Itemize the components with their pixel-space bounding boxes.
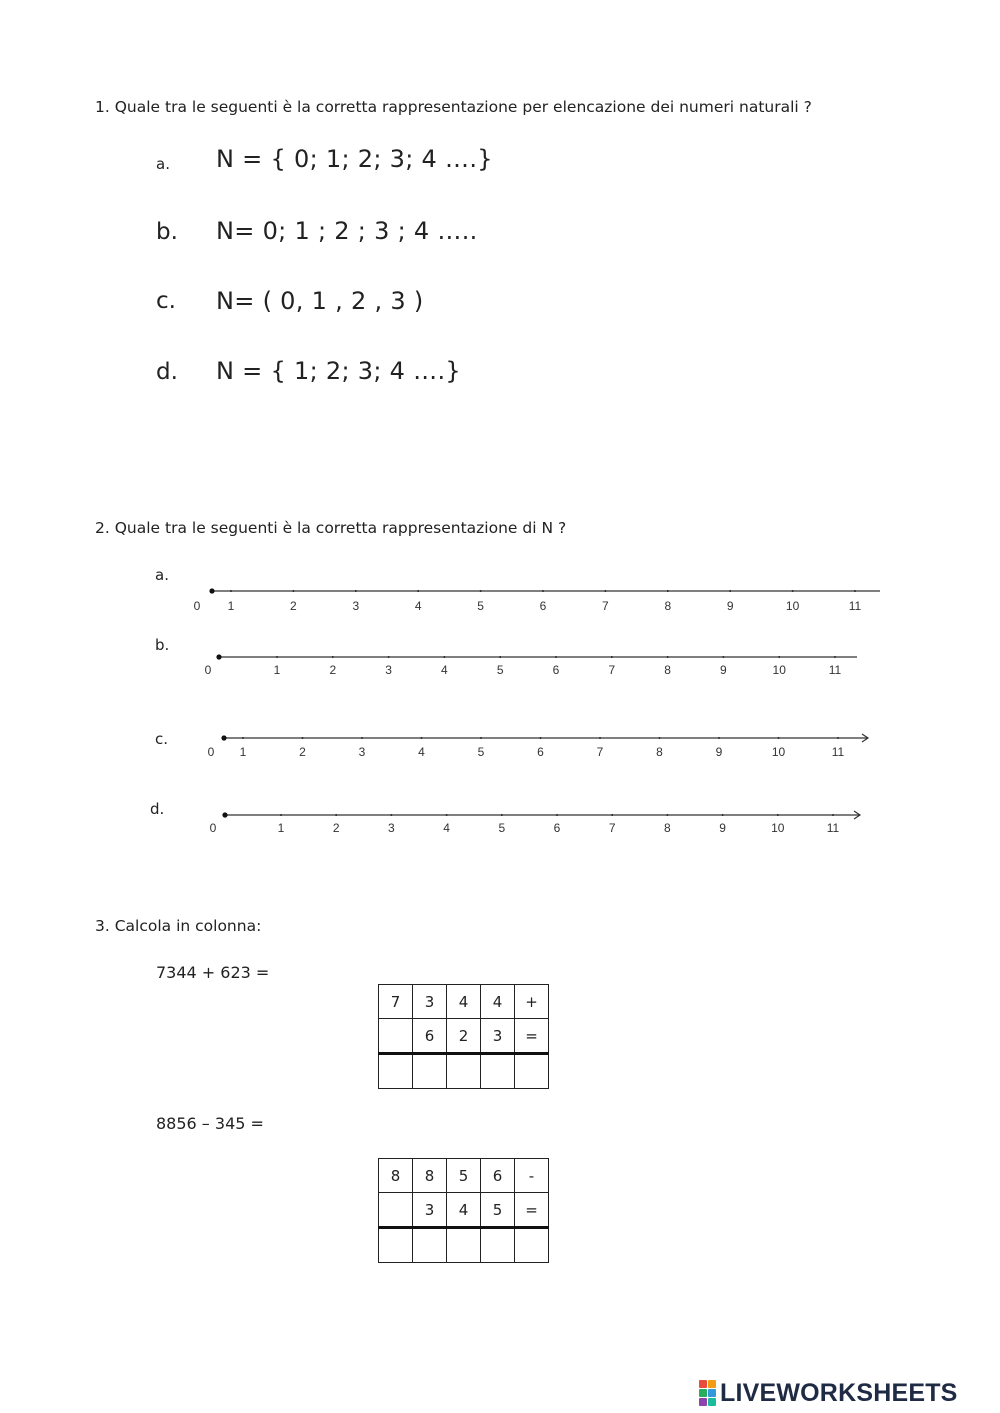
logo-badge-square bbox=[699, 1380, 707, 1388]
numberline-label: 4 bbox=[441, 663, 448, 677]
option-a-text[interactable]: N = { 0; 1; 2; 3; 4 ….} bbox=[216, 145, 493, 173]
numberline-label: 11 bbox=[826, 821, 840, 835]
grid-cell: 8 bbox=[379, 1159, 413, 1193]
grid-row bbox=[379, 1193, 549, 1228]
subtraction-column-grid bbox=[378, 1158, 549, 1263]
grid-cell: 5 bbox=[447, 1159, 481, 1193]
grid-cell bbox=[379, 1193, 413, 1228]
grid-cell: = bbox=[515, 1193, 549, 1228]
numberline-b-letter: b. bbox=[155, 636, 170, 654]
numberline-label: 9 bbox=[715, 745, 723, 759]
grid-cell: 3 bbox=[413, 1193, 447, 1228]
numberline-label: 6 bbox=[553, 821, 561, 835]
grid-cell: 5 bbox=[481, 1193, 515, 1228]
numberline-label: 7 bbox=[596, 745, 604, 759]
numberline-label: 1 bbox=[277, 821, 285, 835]
grid-cell: 3 bbox=[481, 1019, 515, 1054]
grid-cell: 3 bbox=[413, 985, 447, 1019]
logo-badge-square bbox=[699, 1398, 707, 1406]
option-d-letter: d. bbox=[156, 359, 178, 385]
numberline-label: 2 bbox=[299, 745, 306, 759]
numberline-label: 2 bbox=[290, 599, 297, 613]
numberline-label: 8 bbox=[656, 745, 663, 759]
grid-cell: 4 bbox=[447, 1193, 481, 1228]
grid-cell: 6 bbox=[413, 1019, 447, 1054]
logo-badge-square bbox=[708, 1380, 716, 1388]
numberline-origin-dot bbox=[216, 654, 221, 659]
grid-cell: 2 bbox=[447, 1019, 481, 1054]
numberline-origin-dot bbox=[221, 735, 226, 740]
numberline-label: 8 bbox=[664, 663, 671, 677]
numberline-label: 6 bbox=[537, 745, 544, 759]
numberline-label: 11 bbox=[831, 745, 845, 759]
numberline-label: 3 bbox=[388, 821, 395, 835]
grid-cell: 4 bbox=[447, 985, 481, 1019]
numberline-label: 2 bbox=[329, 663, 337, 677]
numberline-label: 2 bbox=[332, 821, 340, 835]
answer-cell[interactable] bbox=[515, 1228, 549, 1263]
answer-cell[interactable] bbox=[447, 1054, 481, 1089]
numberline-label: 4 bbox=[414, 599, 422, 613]
numberline-origin-dot bbox=[222, 812, 227, 817]
numberline-a[interactable] bbox=[0, 580, 1000, 620]
numberline-label: 5 bbox=[477, 599, 484, 613]
numberline-origin-dot bbox=[209, 588, 214, 593]
logo-badge-icon bbox=[699, 1380, 716, 1406]
option-d-text[interactable]: N = { 1; 2; 3; 4 ….} bbox=[216, 357, 461, 385]
option-c-letter: c. bbox=[156, 288, 176, 314]
grid-row bbox=[379, 985, 549, 1019]
grid-cell: 6 bbox=[481, 1159, 515, 1193]
answer-cell[interactable] bbox=[413, 1054, 447, 1089]
logo-badge-square bbox=[699, 1389, 707, 1397]
numberline-label: 0 bbox=[193, 599, 201, 613]
numberline-label: 3 bbox=[385, 663, 392, 677]
addition-expression: 7344 + 623 = bbox=[156, 963, 270, 982]
numberline-label: 11 bbox=[828, 663, 842, 677]
numberline-d-letter: d. bbox=[150, 800, 165, 818]
answer-cell[interactable] bbox=[379, 1054, 413, 1089]
grid-row bbox=[379, 1019, 549, 1054]
grid-cell: + bbox=[515, 985, 549, 1019]
grid-cell: = bbox=[515, 1019, 549, 1054]
grid-cell: 8 bbox=[413, 1159, 447, 1193]
numberline-label: 10 bbox=[771, 745, 786, 759]
grid-cell: - bbox=[515, 1159, 549, 1193]
numberline-label: 0 bbox=[209, 821, 217, 835]
numberline-label: 6 bbox=[539, 599, 547, 613]
numberline-label: 1 bbox=[273, 663, 281, 677]
answer-cell[interactable] bbox=[447, 1228, 481, 1263]
answer-cell[interactable] bbox=[379, 1228, 413, 1263]
numberline-label: 9 bbox=[726, 599, 734, 613]
numberline-b[interactable] bbox=[0, 647, 1000, 687]
liveworksheets-logo bbox=[699, 1378, 958, 1407]
option-b-text[interactable]: N= 0; 1 ; 2 ; 3 ; 4 ….. bbox=[216, 217, 478, 245]
question-3-text: 3. Calcola in colonna: bbox=[95, 917, 262, 935]
numberline-d[interactable] bbox=[0, 805, 1000, 845]
numberline-label: 3 bbox=[358, 745, 366, 759]
logo-badge-square bbox=[708, 1389, 716, 1397]
logo-badge-square bbox=[708, 1398, 716, 1406]
numberline-label: 10 bbox=[785, 599, 800, 613]
numberline-label: 9 bbox=[719, 821, 726, 835]
grid-cell: 4 bbox=[481, 985, 515, 1019]
answer-cell[interactable] bbox=[515, 1054, 549, 1089]
numberline-label: 5 bbox=[477, 745, 485, 759]
numberline-label: 9 bbox=[720, 663, 727, 677]
addition-column-grid bbox=[378, 984, 549, 1089]
numberline-label: 1 bbox=[227, 599, 235, 613]
answer-cell[interactable] bbox=[481, 1228, 515, 1263]
grid-cell: 7 bbox=[379, 985, 413, 1019]
numberline-label: 8 bbox=[664, 821, 671, 835]
numberline-label: 5 bbox=[496, 663, 504, 677]
question-1-text: 1. Quale tra le seguenti è la corretta rappresentazione per elencazione dei numeri naturali ? bbox=[95, 98, 812, 116]
numberline-label: 10 bbox=[771, 821, 785, 835]
numberline-label: 7 bbox=[602, 599, 609, 613]
grid-row bbox=[379, 1228, 549, 1263]
numberline-label: 5 bbox=[498, 821, 506, 835]
numberline-label: 7 bbox=[608, 821, 616, 835]
numberline-label: 4 bbox=[418, 745, 425, 759]
numberline-c-letter: c. bbox=[155, 730, 169, 748]
numberline-label: 4 bbox=[443, 821, 450, 835]
numberline-a-letter: a. bbox=[155, 566, 169, 584]
option-c-text[interactable]: N= ( 0, 1 , 2 , 3 ) bbox=[216, 287, 424, 315]
logo-text: LIVEWORKSHEETS bbox=[720, 1378, 958, 1407]
option-b-letter: b. bbox=[156, 219, 178, 245]
grid-row bbox=[379, 1054, 549, 1089]
question-2-text: 2. Quale tra le seguenti è la corretta rappresentazione di N ? bbox=[95, 519, 567, 537]
numberline-label: 7 bbox=[608, 663, 616, 677]
answer-cell[interactable] bbox=[413, 1228, 447, 1263]
numberline-label: 8 bbox=[664, 599, 672, 613]
grid-cell bbox=[379, 1019, 413, 1054]
numberline-label: 10 bbox=[772, 663, 786, 677]
numberline-label: 1 bbox=[239, 745, 247, 759]
option-a-letter: a. bbox=[156, 155, 170, 173]
numberline-c[interactable] bbox=[0, 728, 1000, 768]
numberline-label: 0 bbox=[204, 663, 212, 677]
grid-row bbox=[379, 1159, 549, 1193]
numberline-label: 6 bbox=[552, 663, 560, 677]
subtraction-expression: 8856 – 345 = bbox=[156, 1114, 264, 1133]
answer-cell[interactable] bbox=[481, 1054, 515, 1089]
numberline-label: 3 bbox=[352, 599, 360, 613]
numberline-label: 0 bbox=[207, 745, 215, 759]
numberline-label: 11 bbox=[848, 599, 862, 613]
